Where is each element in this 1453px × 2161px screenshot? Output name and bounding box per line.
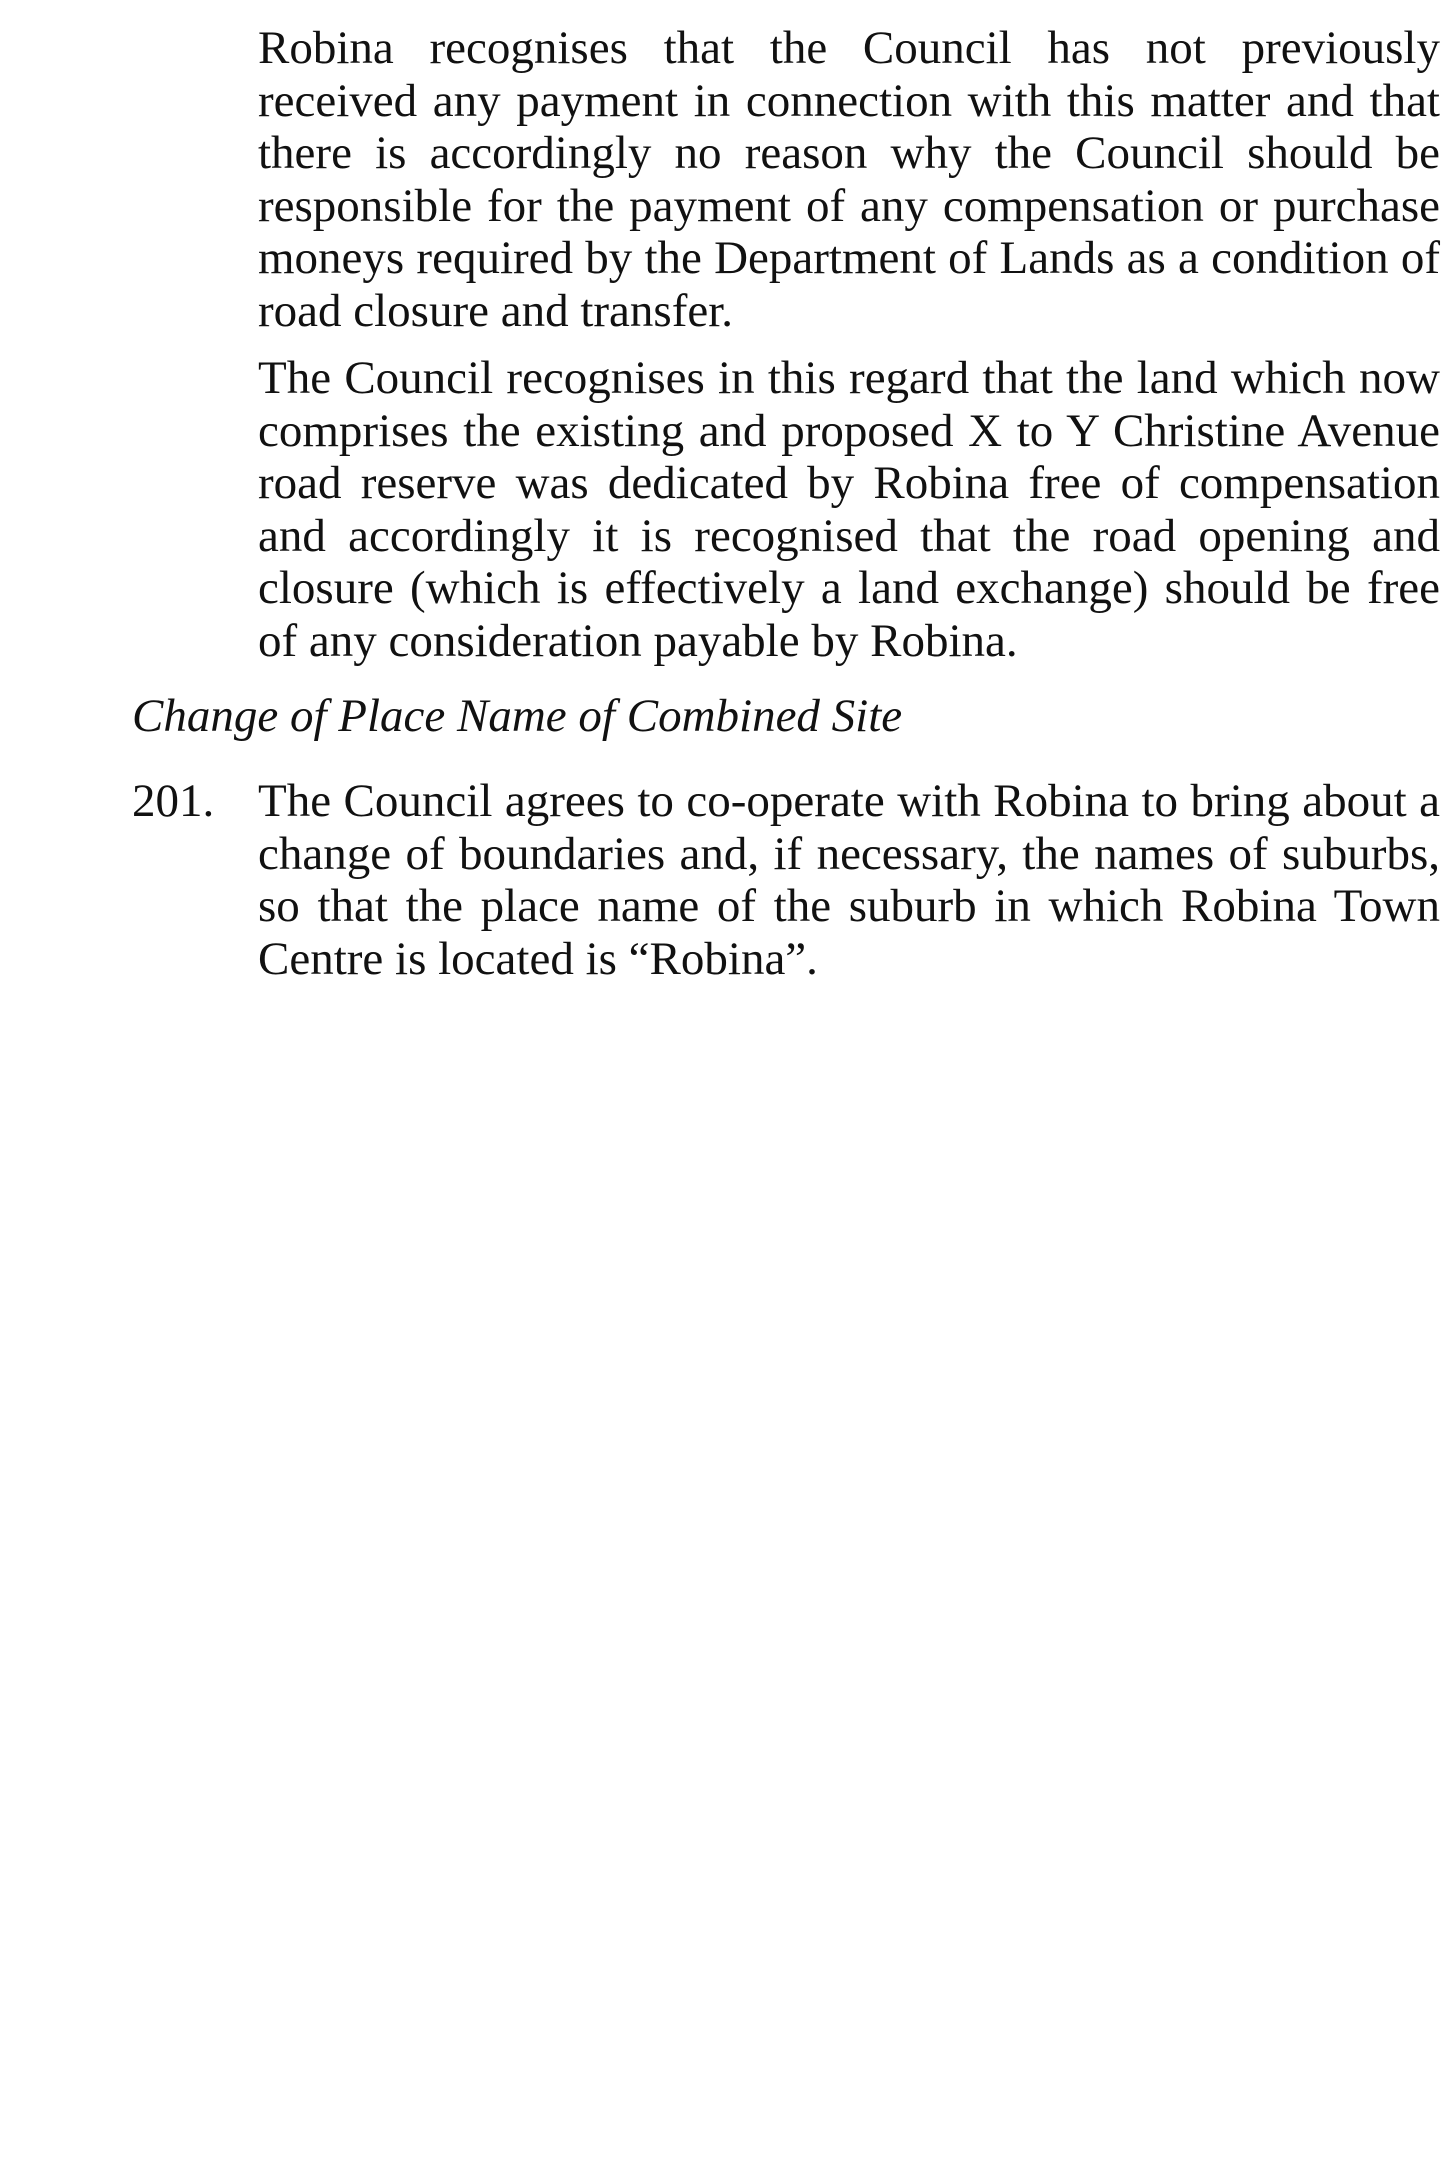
section-heading: Change of Place Name of Combined Site bbox=[132, 690, 903, 742]
paragraph-council-payment: Robina recognises that the Council has not previously received any payment in connection with this matter and that there is accordingly no reason why the Council should be responsible for the payment of any compensation or purchase moneys required by the Department of Lands as a condition of road closure and transfer. bbox=[258, 22, 1440, 337]
paragraph-road-reserve: The Council recognises in this regard that the land which now comprises the existing and proposed X to Y Christine Avenue road reserve was dedicated by Robina free of compensation and accordingly it is recognised that the road opening and closure (which is effectively a land exchange) should be free of any consideration payable by Robina. bbox=[258, 352, 1440, 667]
clause-text: The Council agrees to co-operate with Robina to bring about a change of boundaries and, if necessary, the names of suburbs, so that the place name of the suburb in which Robina Town Centre is located is “Robina”. bbox=[258, 775, 1440, 985]
clause-number: 201. bbox=[132, 775, 215, 827]
